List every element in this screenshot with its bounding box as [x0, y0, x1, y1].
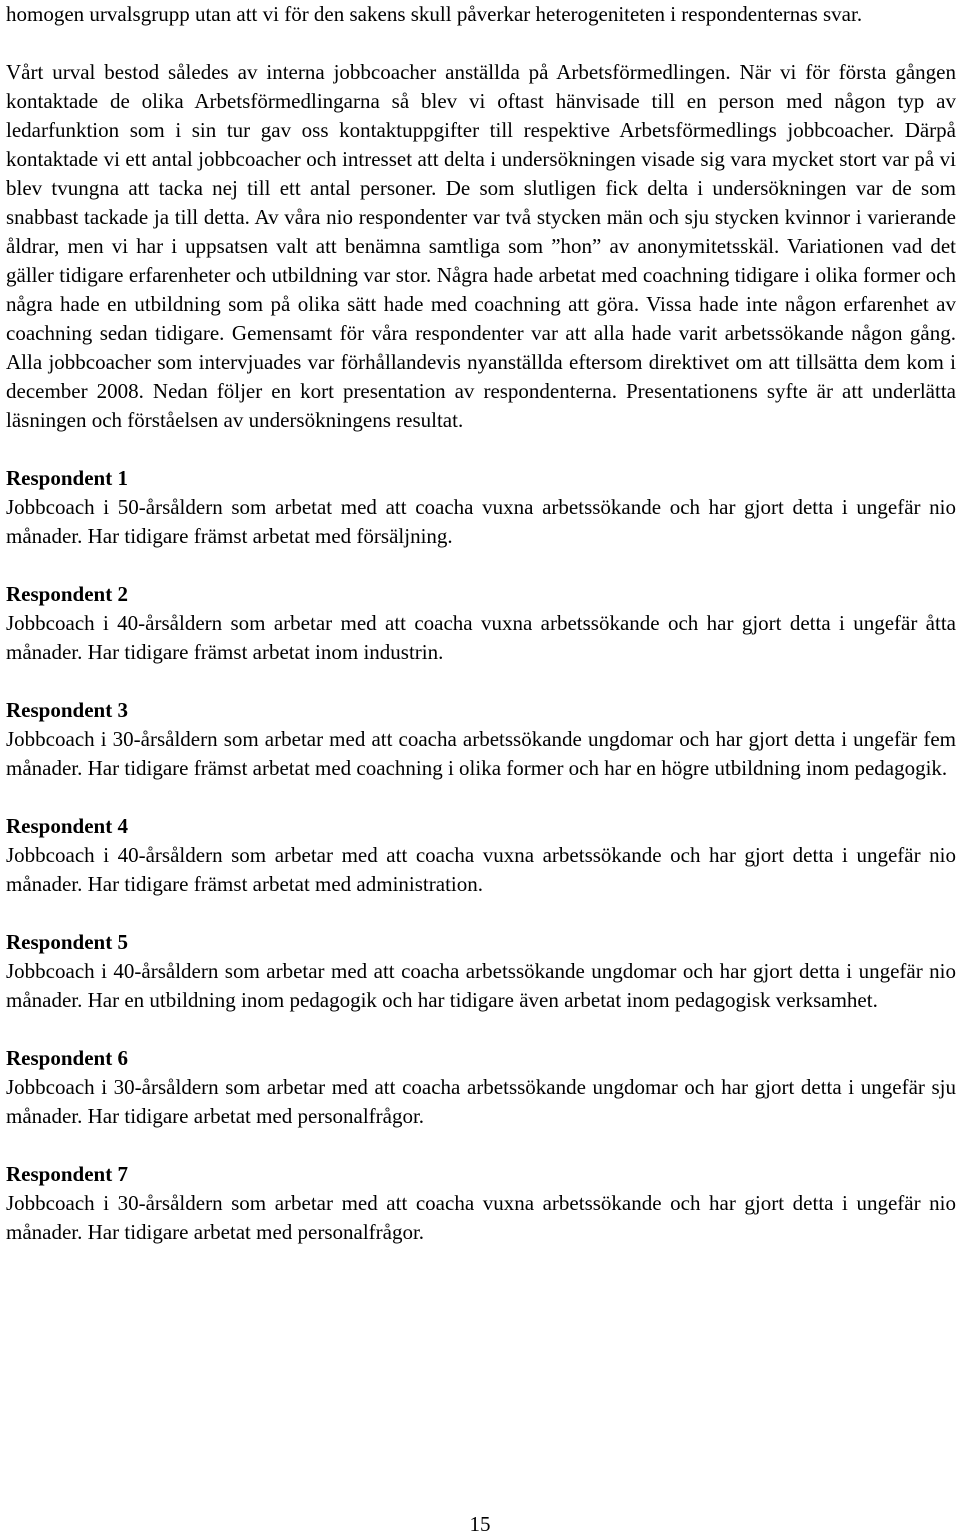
- respondent-heading: Respondent 5: [6, 930, 128, 954]
- respondent-heading: Respondent 2: [6, 582, 128, 606]
- paragraph-gap: [6, 899, 956, 928]
- respondent-section: [6, 1160, 956, 1247]
- paragraph-gap: [6, 667, 956, 696]
- respondent-section: [6, 928, 956, 1015]
- respondent-heading: Respondent 7: [6, 1162, 128, 1186]
- paragraph-gap: [6, 1015, 956, 1044]
- respondent-description: Jobbcoach i 30-årsåldern som arbetar med att coacha arbetssökande ungdomar och har gjort detta i ungefär fem månader. Har tidigare främst arbetat med coachning i olika former och har en högre utbildning inom pedagogik.: [6, 727, 956, 780]
- paragraph-gap: [6, 551, 956, 580]
- respondent-description: Jobbcoach i 40-årsåldern som arbetar med att coacha vuxna arbetssökande och har gjort detta i ungefär nio månader. Har tidigare främst arbetat med administration.: [6, 843, 956, 896]
- respondent-heading: Respondent 4: [6, 814, 128, 838]
- respondent-section: [6, 812, 956, 899]
- page-number: 15: [469, 1512, 491, 1536]
- respondent-section: [6, 1044, 956, 1131]
- respondent-heading: Respondent 1: [6, 466, 128, 490]
- intro-paragraph: homogen urvalsgrupp utan att vi för den sakens skull påverkar heterogeniteten i respondenternas svar.: [6, 2, 863, 26]
- document-page: [6, 0, 956, 1247]
- paragraph-gap: [6, 29, 956, 58]
- main-paragraph: Vårt urval bestod således av interna jobbcoacher anställda på Arbetsförmedlingen. När vi för första gången kontaktade de olika Arbetsförmedlingarna så blev vi oftast hänvisade till en person med någon typ av ledarfunktion som i sin tur gav oss kontaktuppgifter till respektive Arbetsförmedlings jobbcoacher. Därpå kontaktade vi ett antal jobbcoacher och intresset att delta i undersökningen visade sig vara mycket stort var på vi blev tvungna att tacka nej till ett antal personer. De som slutligen fick delta i undersökningen var de som snabbast tackade ja till detta. Av våra nio respondenter var två stycken män och sju stycken kvinnor i varierande åldrar, men vi har i uppsatsen valt att benämna samtliga som ”hon” av anonymitetsskäl. Variationen vad det gäller tidigare erfarenheter och utbildning var stor. Några hade arbetat med coachning tidigare i olika former och några hade en utbildning som på olika sätt hade med coachning att göra. Vissa hade inte någon erfarenhet av coachning sedan tidigare. Gemensamt för våra respondenter var att alla hade varit arbetssökande någon gång. Alla jobbcoacher som intervjuades var förhållandevis nyanställda eftersom direktivet om att tillsätta dem kom i december 2008. Nedan följer en kort presentation av respondenterna. Presentationens syfte är att underlätta läsningen och förståelsen av undersökningens resultat.: [6, 60, 956, 432]
- paragraph-gap: [6, 783, 956, 812]
- respondent-description: Jobbcoach i 50-årsåldern som arbetat med att coacha vuxna arbetssökande och har gjort detta i ungefär nio månader. Har tidigare främst arbetat med försäljning.: [6, 495, 956, 548]
- paragraph-gap: [6, 435, 956, 464]
- respondent-description: Jobbcoach i 40-årsåldern som arbetar med att coacha vuxna arbetssökande och har gjort detta i ungefär åtta månader. Har tidigare främst arbetat inom industrin.: [6, 611, 956, 664]
- respondent-description: Jobbcoach i 30-årsåldern som arbetar med att coacha arbetssökande ungdomar och har gjort detta i ungefär sju månader. Har tidigare arbetat med personalfrågor.: [6, 1075, 956, 1128]
- respondent-section: [6, 464, 956, 551]
- paragraph-gap: [6, 1131, 956, 1160]
- respondent-description: Jobbcoach i 30-årsåldern som arbetar med att coacha vuxna arbetssökande och har gjort detta i ungefär nio månader. Har tidigare arbetat med personalfrågor.: [6, 1191, 956, 1244]
- respondent-heading: Respondent 6: [6, 1046, 128, 1070]
- respondent-section: [6, 696, 956, 783]
- respondent-section: [6, 580, 956, 667]
- respondent-heading: Respondent 3: [6, 698, 128, 722]
- respondent-description: Jobbcoach i 40-årsåldern som arbetar med att coacha arbetssökande ungdomar och har gjort detta i ungefär nio månader. Har en utbildning inom pedagogik och har tidigare även arbetat inom pedagogisk verksamhet.: [6, 959, 956, 1012]
